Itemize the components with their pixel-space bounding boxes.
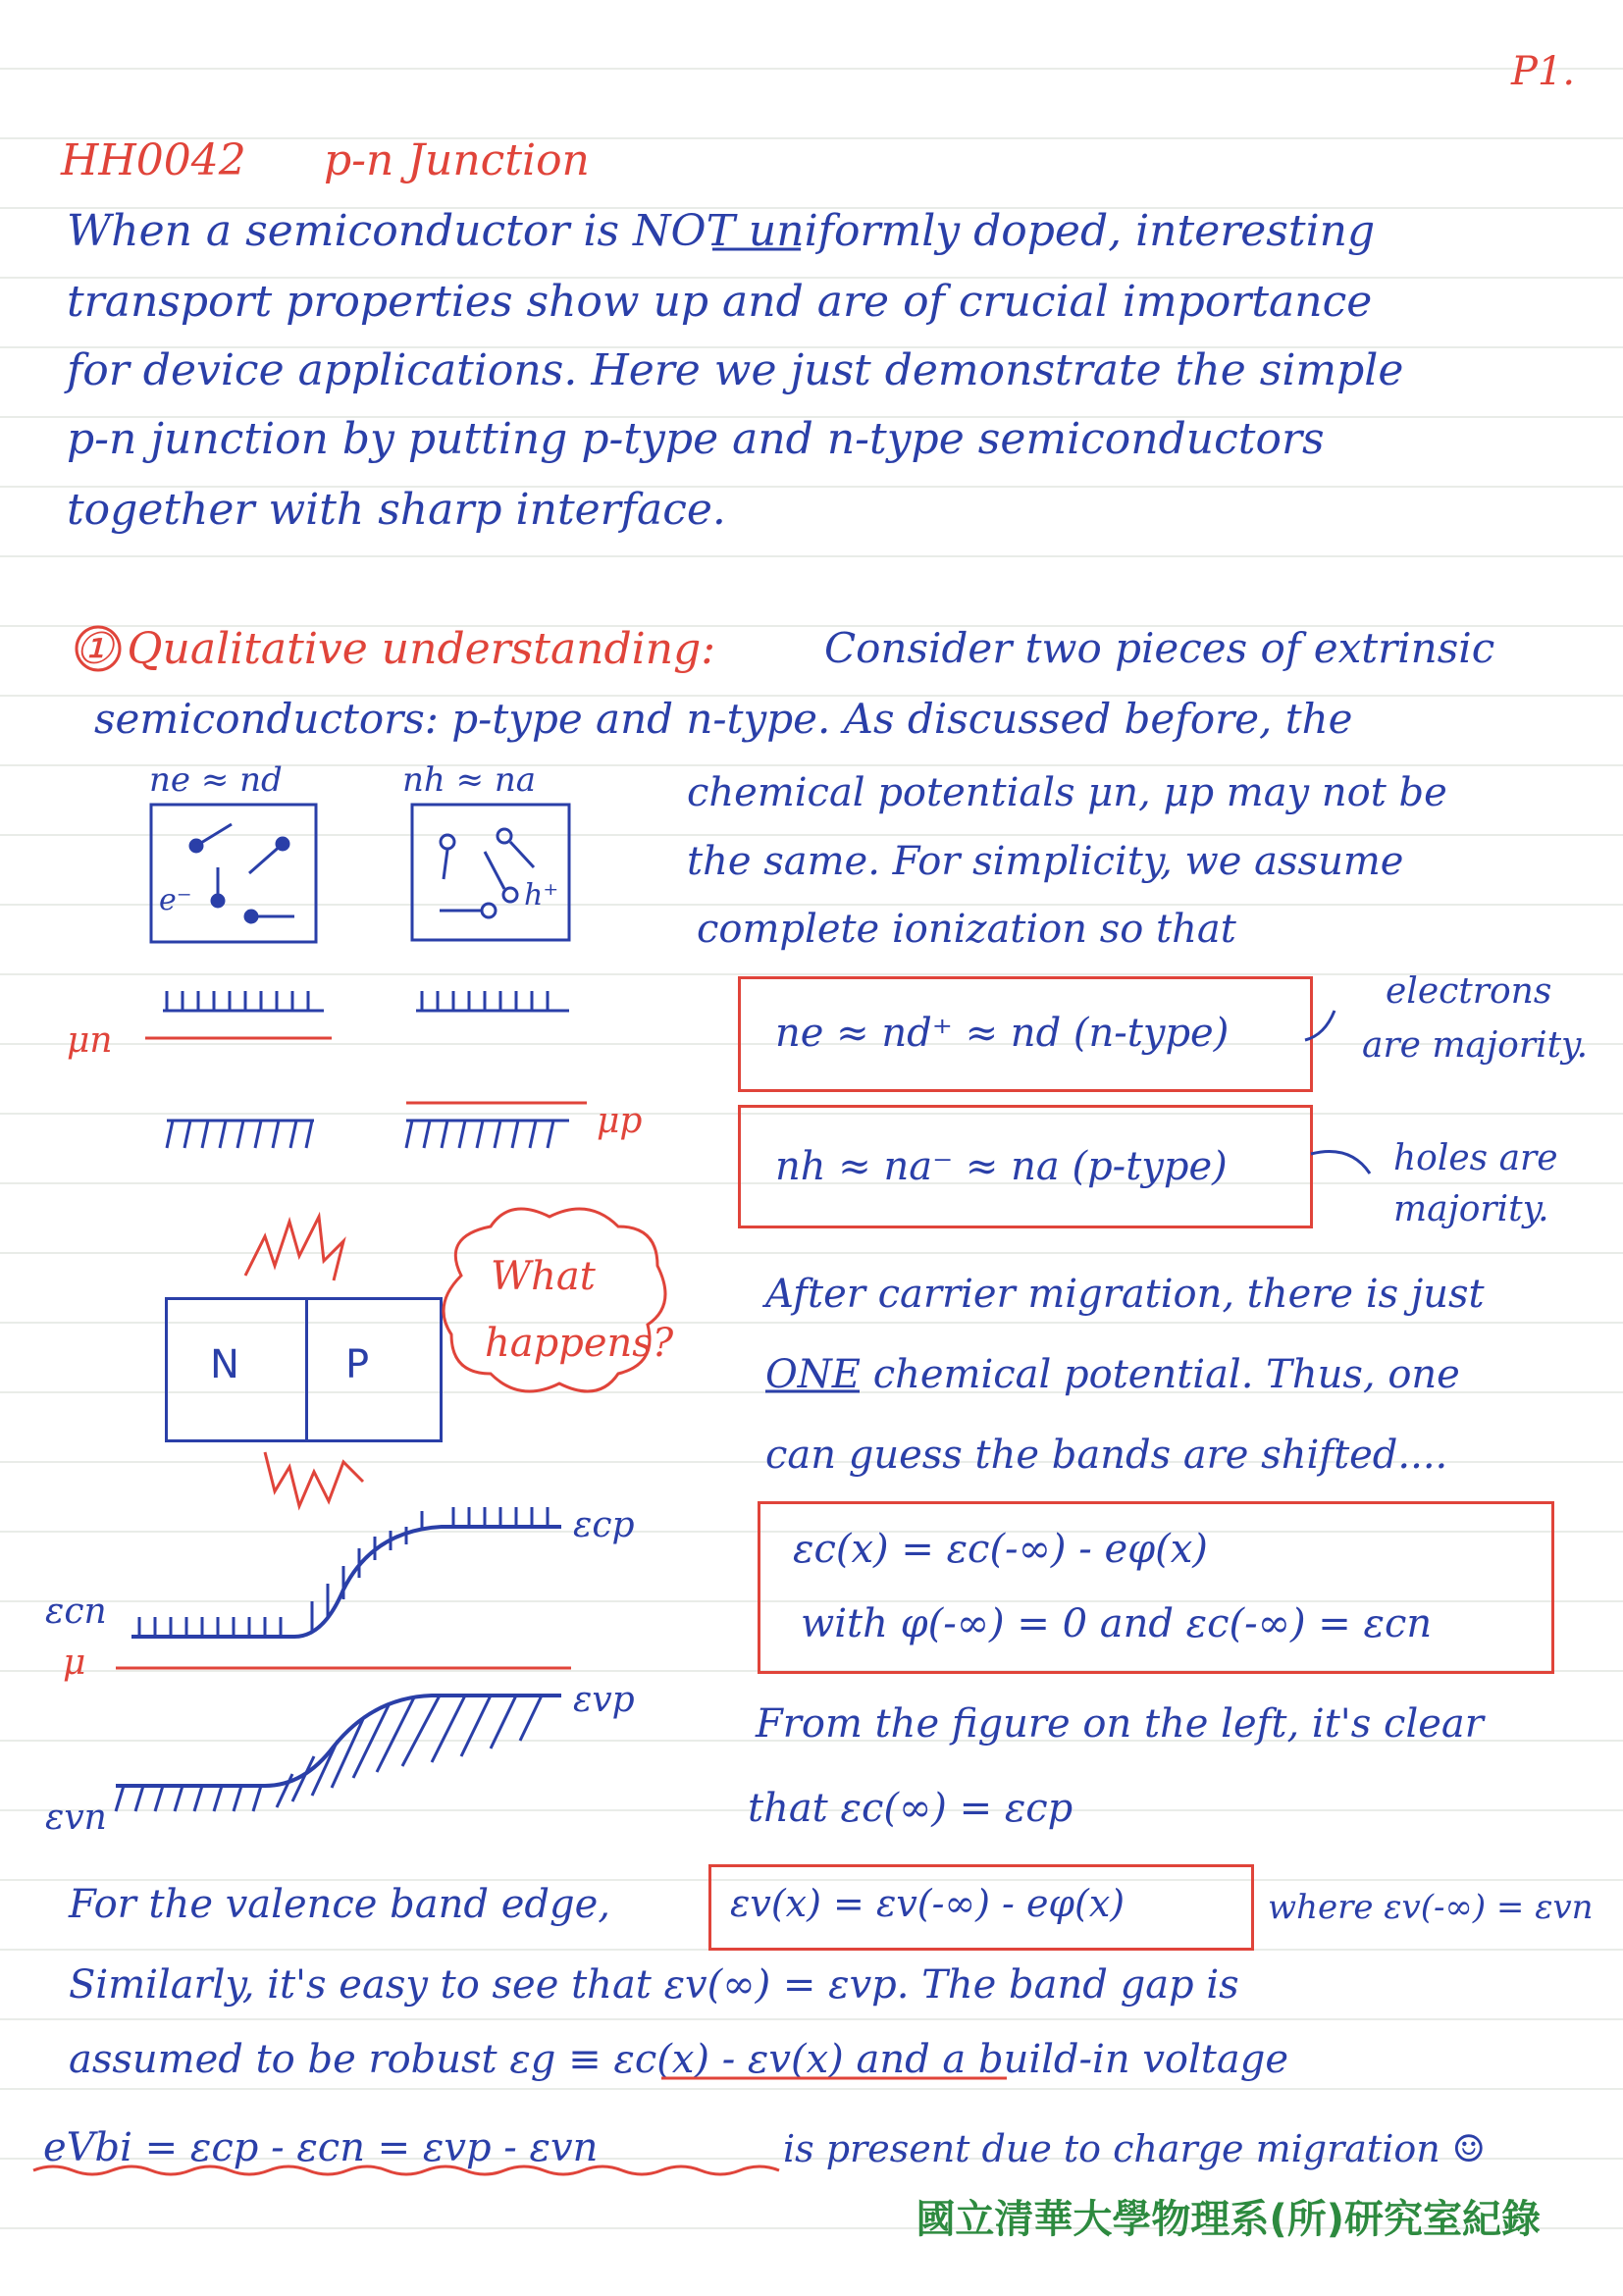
closing-line-1: Similarly, it's easy to see that εv(∞) = εvp. The band gap is xyxy=(69,1962,1239,2008)
spark-bottom xyxy=(265,1452,363,1506)
right-text-3: complete ionization so that xyxy=(697,907,1236,952)
conduction-band-curve xyxy=(131,1527,561,1637)
label-h: h⁺ xyxy=(524,878,559,913)
note-arrow-electrons xyxy=(1305,1011,1335,1040)
label-evn: εvn xyxy=(45,1798,107,1838)
section-line-2: semiconductors: p-type and n-type. As discussed before, the xyxy=(94,695,1353,743)
band-eq-2: with φ(-∞) = 0 and εc(-∞) = εcn xyxy=(801,1601,1433,1646)
note-id: HH0042 xyxy=(61,135,246,185)
valence-eq: εv(x) = εv(-∞) - eφ(x) xyxy=(730,1882,1126,1925)
right-text-1: chemical potentials μn, μp may not be xyxy=(687,770,1447,815)
section-heading-cont: Consider two pieces of extrinsic xyxy=(824,624,1495,672)
cloud-text-1: What xyxy=(491,1254,596,1299)
cloud-shape xyxy=(444,1209,665,1391)
cloud-text-2: happens? xyxy=(485,1321,674,1366)
p-type-box xyxy=(412,805,569,940)
valence-band-p xyxy=(406,1121,569,1148)
eq-n-type: ne ≈ nd⁺ ≈ nd (n-type) xyxy=(775,1011,1230,1056)
intro-line-4: p-n junction by putting p-type and n-type semiconductors xyxy=(67,414,1325,464)
label-mu-p: μp xyxy=(597,1101,643,1141)
eq-p-type: nh ≈ na⁻ ≈ na (p-type) xyxy=(775,1144,1228,1189)
label-mu-n: μn xyxy=(67,1020,113,1061)
intro-line-3: for device applications. Here we just demonstrate the simple xyxy=(67,345,1404,395)
note-holes-1: holes are xyxy=(1393,1138,1558,1178)
page-title: p-n Junction xyxy=(324,135,590,185)
hole-arrows xyxy=(440,829,534,917)
band-eq-1: εc(x) = εc(-∞) - eφ(x) xyxy=(793,1527,1208,1572)
valence-suffix: where εv(-∞) = εvn xyxy=(1268,1888,1594,1927)
n-type-box xyxy=(151,805,316,942)
note-electrons-2: are majority. xyxy=(1362,1025,1589,1066)
spark-top xyxy=(245,1217,343,1280)
p-block-label: P xyxy=(345,1342,370,1387)
intro-line-2: transport properties show up and are of crucial importance xyxy=(67,277,1373,327)
figure-text-1: From the figure on the left, it's clear xyxy=(756,1701,1484,1747)
electron-arrows xyxy=(190,824,294,922)
footer-lab-record: 國立清華大學物理系(所)研究室紀錄 xyxy=(916,2197,1541,2242)
label-e: e⁻ xyxy=(159,883,192,917)
note-holes-2: majority. xyxy=(1393,1189,1549,1229)
right-text-2: the same. For simplicity, we assume xyxy=(687,839,1404,884)
section-heading: ① Qualitative understanding: xyxy=(75,624,716,674)
note-electrons-1: electrons xyxy=(1386,971,1552,1012)
vbi-suffix: is present due to charge migration ☺ xyxy=(783,2127,1486,2170)
label-mu: μ xyxy=(63,1643,86,1683)
label-ecn: εcn xyxy=(45,1592,107,1632)
valence-band-n xyxy=(167,1121,314,1148)
conduction-band-n xyxy=(163,991,324,1011)
label-ecp: εcp xyxy=(573,1505,635,1545)
page-number: P1. xyxy=(1511,49,1576,94)
intro-line-5: together with sharp interface. xyxy=(67,485,726,535)
valence-prefix: For the valence band edge, xyxy=(69,1882,610,1927)
vbi-eq: eVbi = εcp - εcn = εvp - εvn xyxy=(43,2125,599,2170)
closing-line-2: assumed to be robust εg ≡ εc(x) - εv(x) and a build-in voltage xyxy=(69,2037,1288,2082)
underline-vbi xyxy=(33,2166,779,2174)
conduction-band-p xyxy=(416,991,569,1011)
section-circle xyxy=(77,627,120,670)
figure-text-2: that εc(∞) = εcp xyxy=(748,1786,1073,1831)
label-ne: ne ≈ nd xyxy=(149,760,283,800)
migration-line-1: After carrier migration, there is just xyxy=(765,1272,1485,1317)
migration-line-2: ONE chemical potential. Thus, one xyxy=(765,1352,1460,1397)
label-nh: nh ≈ na xyxy=(402,760,537,800)
label-evp: εvp xyxy=(573,1680,635,1720)
migration-line-3: can guess the bands are shifted.... xyxy=(765,1433,1448,1478)
intro-line-1: When a semiconductor is NOT uniformly doped, interesting xyxy=(67,206,1376,256)
note-arrow-holes xyxy=(1311,1152,1370,1174)
n-block-label: N xyxy=(210,1342,239,1387)
